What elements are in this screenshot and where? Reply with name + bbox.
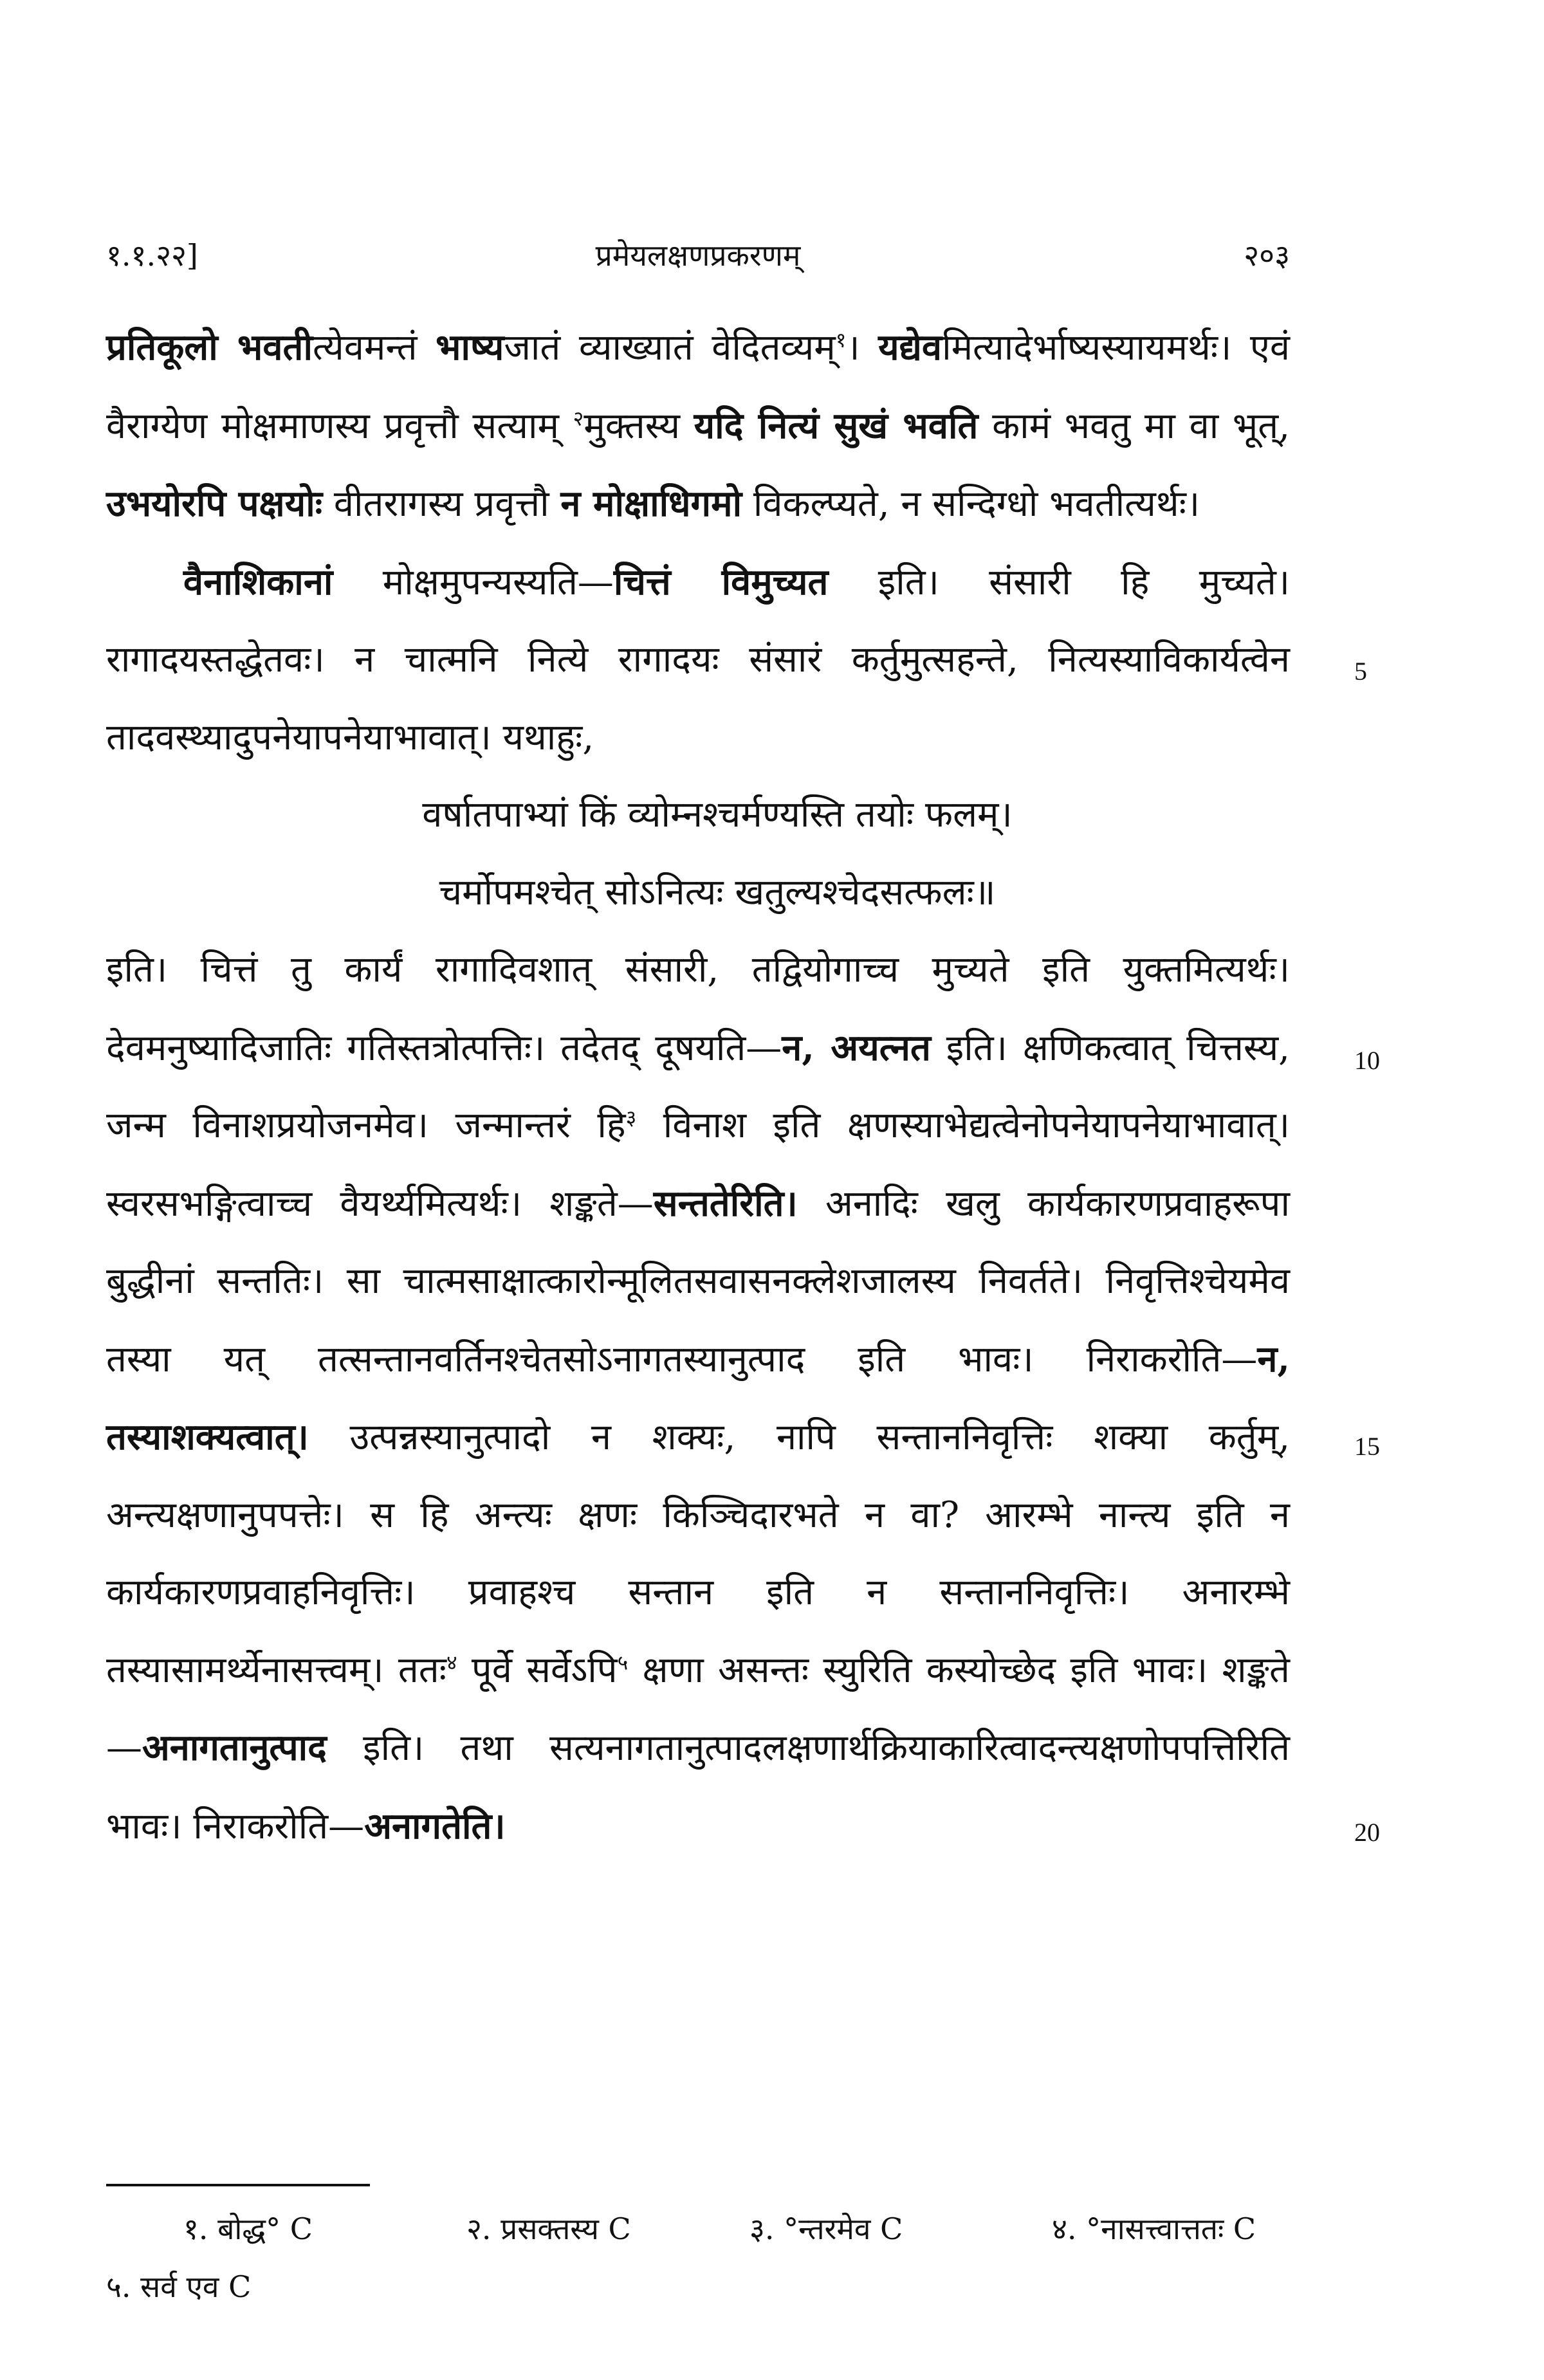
- footnote-4: ४. °नासत्त्वात्ततः C: [1052, 2211, 1256, 2246]
- running-header: [106, 235, 1290, 286]
- text-span: उत्पन्नस्यानुत्पादो न शक्यः, नापि सन्ताननिवृत्तिः शक्या कर्तुम्, अन्त्यक्षणानुपपत्तेः। स हि अन्त्यः क्षणः किञ्चिदारभते न वा? आरम्भे नान्त्य इति न कार्यकारणप्रवाहनिवृत्तिः। प्रवाहश्च सन्तान इति न सन्ताननिवृत्तिः। अनारम्भे तस्यासामर्थ्येनासत्त्वम्। ततः: [106, 1416, 1290, 1691]
- line-number-20: 20: [1354, 1818, 1380, 1847]
- bold-term: अनागतानुत्पाद: [142, 1726, 327, 1769]
- bold-term: न, तस्याशक्यत्वात्।: [106, 1337, 1290, 1458]
- text-span: इति। तथा सत्यनागतानुत्पादलक्षणार्थक्रियाकारित्वादन्त्यक्षणोपपत्तिरिति भावः। निराकरोति—: [106, 1727, 1290, 1847]
- line-number-5: 5: [1354, 657, 1367, 686]
- footnote-2: २. प्रसक्तस्य C: [466, 2211, 631, 2246]
- footnote-5: ५. सर्व एव C: [106, 2269, 252, 2304]
- text-span: कामं भवतु मा वा भूत्,: [978, 405, 1291, 447]
- paragraph-1: [106, 309, 1290, 544]
- footnote-row-2: [106, 2258, 1290, 2316]
- text-span: अनादिः खलु कार्यकारणप्रवाहरूपा बुद्धीनां सन्ततिः। सा चात्मसाक्षात्कारोन्मूलितसवासनक्लेशजालस्य निवर्तते। निवृत्तिश्चेयमेव तस्या यत् तत्सन्तानवर्तिनश्चेतसोऽनागतस्यानुत्पाद इति भावः। निराकरोति—: [106, 1182, 1290, 1380]
- footnote-divider: [106, 2184, 370, 2186]
- text-span: मित्यादेर्भाष्यस्यायमर्थः। एवं वैराग्येण मोक्षमाणस्य प्रवृत्तौ सत्याम्: [106, 327, 1290, 447]
- verse-line-2: चर्मोपमश्चेत् सोऽनित्यः खतुल्यश्चेदसत्फलः॥: [439, 871, 996, 913]
- bold-term: प्रतिकूलो भवती: [106, 326, 313, 369]
- footnote-3: ३. °न्तरमेव C: [749, 2211, 903, 2246]
- bold-term: चित्तं विमुच्यत: [613, 560, 829, 603]
- bold-term: उभयोरपि पक्षयोः: [106, 482, 323, 525]
- bold-term: अनागतेति।: [364, 1804, 506, 1847]
- footnote-marker: ५: [617, 1649, 629, 1674]
- page-number: २०३: [1244, 238, 1290, 273]
- footnote-row-1: [106, 2200, 1290, 2258]
- text-span: मुक्तस्य: [584, 405, 694, 447]
- text-span: त्येवमन्तं: [312, 327, 436, 369]
- verse-line-1: वर्षातपाभ्यां किं व्योम्नश्चर्मण्यस्ति तयोः फलम्।: [422, 794, 1013, 836]
- paragraph-3: [106, 931, 1290, 1865]
- footnote-marker: ४: [446, 1649, 457, 1674]
- bold-term: सन्ततेरिति।: [653, 1182, 798, 1225]
- text-span: ।: [846, 327, 879, 369]
- text-span: पूर्वे सर्वेऽपि: [457, 1649, 618, 1691]
- footnote-marker: ३: [625, 1105, 637, 1130]
- text-span: जातं व्याख्यातं वेदितव्यम्: [504, 327, 836, 369]
- bold-term: वैनाशिकानां: [183, 560, 333, 603]
- text-span: विनाश इति क्षणस्याभेद्यत्वेनोपनेयापनेयाभावात्। स्वरसभङ्गित्वाच्च वैयर्थ्यमित्यर्थः। शङ्कते—: [106, 1104, 1290, 1225]
- text-span: क्षणा असन्तः स्युरिति कस्योच्छेद इति भावः। शङ्कते—: [106, 1649, 1290, 1769]
- footnote-marker: २: [573, 405, 584, 430]
- text-span: इति। क्षणिकत्वात् चित्तस्य, जन्म विनाशप्रयोजनमेव। जन्मान्तरं हि: [106, 1027, 1290, 1146]
- bold-term: भाष्य: [436, 326, 504, 369]
- paragraph-2: [106, 544, 1290, 777]
- main-text: [106, 309, 1290, 1865]
- line-number-10: 10: [1354, 1046, 1380, 1075]
- footnote-marker: १: [835, 327, 847, 352]
- bold-term: यद्येव: [878, 326, 942, 369]
- bold-term: यदि नित्यं सुखं भवति: [694, 404, 979, 447]
- text-span: इति। संसारी हि मुच्यते। रागादयस्तद्धेतवः। न चात्मनि नित्ये रागादयः संसारं कर्तुमुत्सहन्ते, नित्यस्याविकार्यत्वेन तादवस्थ्यादुपनेयापनेयाभावात्। यथाहुः,: [106, 561, 1290, 758]
- bold-term: न, अयत्नत: [782, 1026, 931, 1069]
- running-title: प्रमेयलक्षणप्रकरणम्: [595, 238, 801, 273]
- text-span: इति। चित्तं तु कार्यं रागादिवशात् संसारी, तद्वियोगाच्च मुच्यते इति युक्तमित्यर्थः। देवमनुष्यादिजातिः गतिस्तत्रोत्पत्तिः। तदेतद् दूषयति—: [106, 949, 1290, 1069]
- footnote-1: १. बोद्ध° C: [183, 2211, 313, 2246]
- text-span: विकल्प्यते, न सन्दिग्धो भवतीत्यर्थः।: [742, 483, 1200, 525]
- bold-term: न मोक्षाधिगमो: [560, 482, 742, 525]
- footnotes: [106, 2200, 1290, 2316]
- section-reference: १.१.२२]: [106, 238, 198, 273]
- text-span: वीतरागस्य प्रवृत्तौ: [322, 483, 561, 525]
- line-number-15: 15: [1354, 1432, 1380, 1461]
- text-span: मोक्षमुपन्यस्यति—: [333, 561, 614, 603]
